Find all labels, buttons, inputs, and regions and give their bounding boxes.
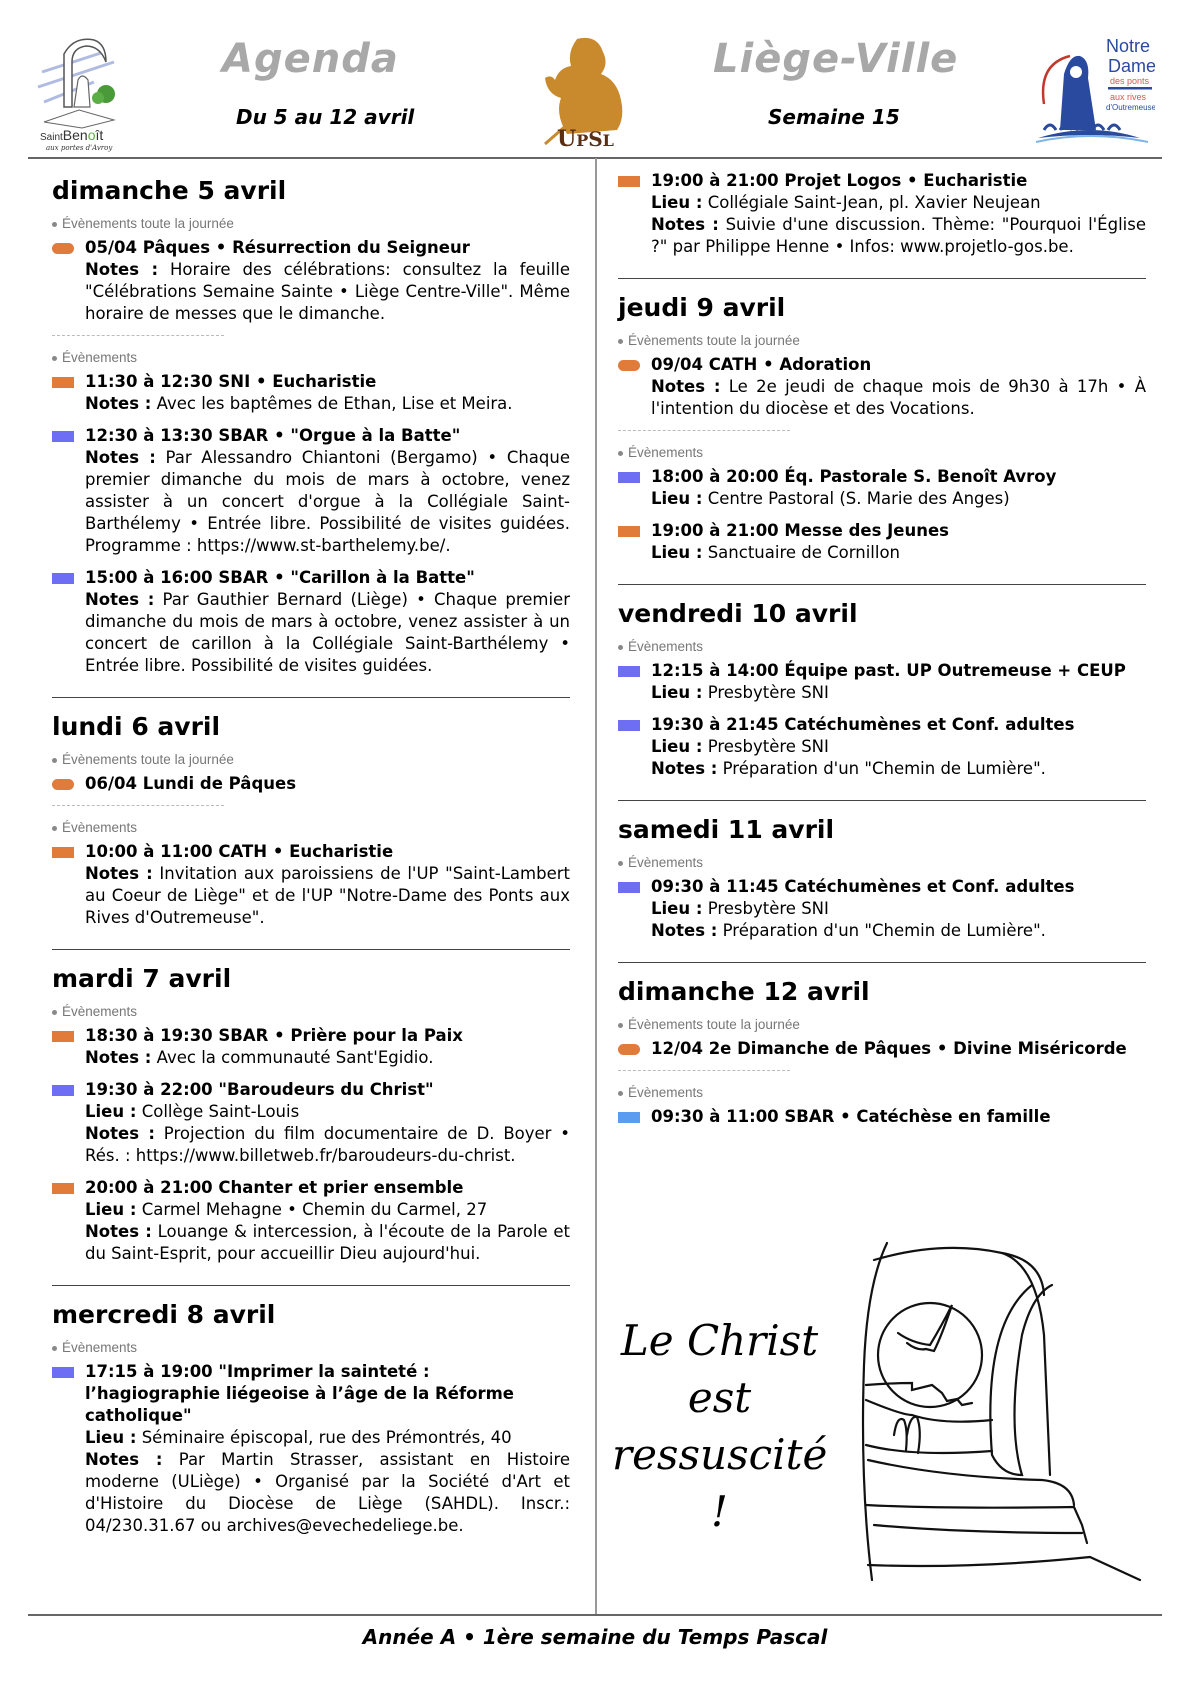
day-title: samedi 11 avril — [618, 815, 835, 844]
day-section-continued — [618, 170, 1146, 279]
event-item[interactable] — [52, 1177, 570, 1265]
events-label: Évènements — [52, 1004, 570, 1019]
event-item[interactable] — [618, 1106, 1146, 1128]
notre-dame-logo-graphic — [1030, 34, 1155, 149]
event-notes: Notes : Projection du film documentaire de D. Boyer • Rés. : https://www.billetweb.fr/baroudeurs-du-christ. — [85, 1124, 571, 1165]
city-wall — [866, 1383, 972, 1405]
day-section — [52, 712, 570, 950]
event-location: Lieu : Collégiale Saint-Jean, pl. Xavier Neujean — [651, 193, 1041, 212]
event-title: 15:00 à 16:00 SBAR • "Carillon à la Batte" — [85, 568, 475, 587]
event-item[interactable] — [52, 1361, 570, 1537]
event-title: 12:30 à 13:30 SBAR • "Orgue à la Batte" — [85, 426, 461, 445]
calendar-color-marker — [52, 1367, 74, 1378]
day-section — [618, 293, 1146, 585]
women-figures — [894, 1417, 920, 1453]
tomb-left-edge — [863, 1243, 887, 1580]
calendar-color-marker — [618, 720, 640, 731]
bullet-icon — [618, 451, 623, 456]
slogan-line: est — [687, 1373, 752, 1422]
event-item[interactable] — [618, 354, 1146, 420]
calendar-color-marker — [618, 666, 640, 677]
day-section — [52, 1300, 570, 1557]
events-label: Évènements — [52, 820, 570, 835]
title-liege-ville: Liège-Ville — [713, 36, 959, 82]
dove-icon — [898, 1305, 952, 1351]
event-title: 09/04 CATH • Adoration — [651, 355, 872, 374]
calendar-color-marker — [52, 847, 74, 858]
bullet-icon — [618, 1023, 623, 1028]
calendar-color-marker — [52, 431, 74, 442]
slogan-line: Le Christ — [620, 1316, 819, 1365]
day-section — [618, 977, 1146, 1148]
event-notes: Notes : Par Martin Strasser, assistant en Histoire moderne (ULiège) • Organisé par la Société d'Art et d'Histoire du Diocèse de Liège (SAHDL). Inscr.: 04/230.31.67 ou archives@evechedeliege.be. — [85, 1450, 571, 1535]
bullet-icon — [618, 1091, 623, 1096]
tomb-bench — [868, 1460, 1074, 1505]
sun-circle — [878, 1303, 982, 1407]
day-title: mardi 7 avril — [52, 964, 232, 993]
bullet-icon — [52, 1346, 57, 1351]
event-location: Lieu : Sanctuaire de Cornillon — [651, 543, 900, 562]
day-section — [52, 176, 570, 698]
events-label: Évènements — [52, 350, 570, 365]
notre-dame-logo — [1030, 34, 1155, 149]
bullet-icon — [618, 645, 623, 650]
all-day-label: Évènements toute la journée — [52, 752, 570, 767]
all-day-label: Évènements toute la journée — [618, 1017, 1146, 1032]
day-title: vendredi 10 avril — [618, 599, 858, 628]
event-item[interactable] — [618, 660, 1146, 704]
title-agenda: Agenda — [222, 36, 399, 82]
all-day-label: Évènements toute la journée — [52, 216, 570, 231]
event-notes: Notes : Par Gauthier Bernard (Liège) • Chaque premier dimanche du mois de mars à octobre, venez assister à un concert de carillon à la Collégiale Saint-Barthélemy • Entrée libre. Possibilité de visites guidées. — [85, 590, 570, 675]
event-item[interactable] — [618, 520, 1146, 564]
event-notes: Notes : Le 2e jeudi de chaque mois de 9h30 à 17h • À l'intention du diocèse et des Vocations. — [651, 377, 1146, 418]
event-title: 06/04 Lundi de Pâques — [85, 774, 297, 793]
calendar-color-marker — [618, 1112, 640, 1123]
calendar-color-marker — [618, 360, 640, 371]
event-item[interactable] — [52, 371, 570, 415]
event-notes: Notes : Avec les baptêmes de Ethan, Lise et Meira. — [85, 394, 513, 413]
event-item[interactable] — [52, 773, 570, 795]
event-title: 11:30 à 12:30 SNI • Eucharistie — [85, 372, 377, 391]
event-item[interactable] — [52, 237, 570, 325]
saint-benoit-logo — [34, 32, 129, 152]
calendar-color-marker — [618, 882, 640, 893]
saint-benoit-logo-graphic — [34, 32, 129, 152]
tomb-arch — [874, 1248, 1050, 1475]
upsl-logo-graphic — [537, 34, 647, 152]
date-range: Du 5 au 12 avril — [236, 105, 415, 129]
calendar-color-marker — [52, 779, 74, 790]
event-location: Lieu : Presbytère SNI — [651, 899, 829, 918]
svg-text:des ponts: des ponts — [1110, 76, 1150, 86]
left-column — [52, 170, 570, 1571]
event-title: 19:30 à 22:00 "Baroudeurs du Christ" — [85, 1080, 434, 1099]
dashed-divider — [618, 1070, 790, 1071]
events-label: Évènements — [618, 1085, 1146, 1100]
event-title: 19:00 à 21:00 Messe des Jeunes — [651, 521, 949, 540]
tomb-floor — [868, 1557, 1140, 1580]
event-notes: Notes : Suivie d'une discussion. Thème: "Pourquoi l'Église ?" par Philippe Henne • Infos: www.projetlo-gos.be. — [651, 215, 1146, 256]
event-item[interactable] — [52, 425, 570, 557]
dashed-divider — [52, 805, 224, 806]
event-title: 18:30 à 19:30 SBAR • Prière pour la Paix — [85, 1026, 463, 1045]
event-title: 12:15 à 14:00 Équipe past. UP Outremeuse + CEUP — [651, 661, 1126, 680]
day-section — [618, 599, 1146, 801]
event-location: Lieu : Collège Saint-Louis — [85, 1102, 300, 1121]
calendar-color-marker — [618, 526, 640, 537]
event-item[interactable] — [52, 841, 570, 929]
calendar-color-marker — [52, 377, 74, 388]
events-label: Évènements — [52, 1340, 570, 1355]
event-item[interactable] — [618, 170, 1146, 258]
event-title: 05/04 Pâques • Résurrection du Seigneur — [85, 238, 470, 257]
stone-wheel — [990, 1285, 1052, 1475]
events-label: Évènements — [618, 639, 1146, 654]
calendar-color-marker — [52, 1085, 74, 1096]
saint-benoit-logo-text: SaintBenoît — [40, 127, 104, 143]
event-title: 19:00 à 21:00 Projet Logos • Eucharistie — [651, 171, 1028, 190]
bullet-icon — [618, 339, 623, 344]
event-location: Lieu : Carmel Mehagne • Chemin du Carmel, 27 — [85, 1200, 488, 1219]
event-item[interactable] — [618, 714, 1146, 780]
event-title: 10:00 à 11:00 CATH • Eucharistie — [85, 842, 394, 861]
event-item[interactable] — [52, 1025, 570, 1069]
event-notes: Notes : Louange & intercession, à l'écoute de la Parole et du Saint-Esprit, pour accueillir Dieu aujourd'hui. — [85, 1222, 570, 1263]
right-column — [618, 170, 1146, 1162]
bullet-icon — [52, 826, 57, 831]
day-title: dimanche 5 avril — [52, 176, 287, 205]
event-title: 09:30 à 11:45 Catéchumènes et Conf. adultes — [651, 877, 1075, 896]
day-title: mercredi 8 avril — [52, 1300, 276, 1329]
event-item[interactable] — [618, 466, 1146, 510]
event-title: 19:30 à 21:45 Catéchumènes et Conf. adultes — [651, 715, 1075, 734]
bullet-icon — [52, 758, 57, 763]
dashed-divider — [618, 430, 790, 431]
calendar-color-marker — [618, 472, 640, 483]
liturgical-footer: Année A • 1ère semaine du Temps Pascal — [362, 1625, 828, 1649]
day-section — [52, 964, 570, 1286]
day-title: lundi 6 avril — [52, 712, 221, 741]
event-item[interactable] — [52, 1079, 570, 1167]
event-title: 20:00 à 21:00 Chanter et prier ensemble — [85, 1178, 464, 1197]
event-title: 17:15 à 19:00 "Imprimer la sainteté : l’hagiographie liégeoise à l’âge de la Réforme catholique" — [85, 1362, 514, 1425]
day-title: jeudi 9 avril — [618, 293, 786, 322]
calendar-color-marker — [52, 1183, 74, 1194]
svg-text:UPSL: UPSL — [557, 126, 614, 152]
svg-text:d'Outremeuse: d'Outremeuse — [1106, 103, 1155, 112]
bullet-icon — [52, 356, 57, 361]
svg-text:Dame: Dame — [1108, 56, 1155, 76]
event-item[interactable] — [52, 567, 570, 677]
event-notes: Notes : Préparation d'un "Chemin de Lumière". — [651, 921, 1046, 940]
event-title: 18:00 à 20:00 Éq. Pastorale S. Benoît Avroy — [651, 467, 1057, 486]
dashed-divider — [52, 335, 224, 336]
calendar-color-marker — [52, 573, 74, 584]
event-notes: Notes : Horaire des célébrations: consultez la feuille "Célébrations Semaine Sainte • Liège Centre-Ville". Même horaire de messes que le dimanche. — [85, 260, 570, 323]
day-section — [618, 815, 1146, 963]
event-location: Lieu : Séminaire épiscopal, rue des Prémontrés, 40 — [85, 1428, 512, 1447]
event-notes: Notes : Invitation aux paroissiens de l'UP "Saint-Lambert au Coeur de Liège" et de l'UP "Notre-Dame des Ponts aux Rives d'Outremeuse". — [85, 864, 570, 927]
page-header — [0, 0, 1190, 160]
day-title: dimanche 12 avril — [618, 977, 870, 1006]
bullet-icon — [52, 1010, 57, 1015]
empty-tomb-illustration — [612, 1225, 1157, 1585]
calendar-color-marker — [618, 176, 640, 187]
svg-text:aux rives: aux rives — [1110, 92, 1147, 102]
calendar-color-marker — [52, 1031, 74, 1042]
calendar-color-marker — [52, 243, 74, 254]
bullet-icon — [618, 861, 623, 866]
event-location: Lieu : Presbytère SNI — [651, 683, 829, 702]
events-label: Évènements — [618, 445, 1146, 460]
calendar-color-marker — [618, 1044, 640, 1055]
column-divider — [595, 158, 597, 1614]
footer-divider — [28, 1614, 1162, 1616]
bullet-icon — [52, 222, 57, 227]
svg-text:aux portes d'Avroy: aux portes d'Avroy — [46, 144, 113, 152]
event-title: 12/04 2e Dimanche de Pâques • Divine Miséricorde — [651, 1039, 1127, 1058]
event-item[interactable] — [618, 876, 1146, 942]
event-item[interactable] — [618, 1038, 1146, 1060]
all-day-label: Évènements toute la journée — [618, 333, 1146, 348]
event-notes: Notes : Par Alessandro Chiantoni (Bergamo) • Chaque premier dimanche du mois de mars à octobre, venez assister à un concert d'orgue à la Collégiale Saint-Barthélemy • Entrée libre. Possibilité de visites guidées. Programme : https://www.st-barthelemy.be/. — [85, 448, 571, 555]
event-location: Lieu : Centre Pastoral (S. Marie des Anges) — [651, 489, 1010, 508]
week-number: Semaine 15 — [768, 105, 900, 129]
events-label: Évènements — [618, 855, 1146, 870]
event-notes: Notes : Préparation d'un "Chemin de Lumière". — [651, 759, 1046, 778]
slogan-line: ressuscité ! — [612, 1430, 828, 1536]
event-location: Lieu : Presbytère SNI — [651, 737, 829, 756]
svg-text:Notre: Notre — [1106, 36, 1151, 56]
event-title: 09:30 à 11:00 SBAR • Catéchèse en famille — [651, 1107, 1051, 1126]
event-notes: Notes : Avec la communauté Sant'Egidio. — [85, 1048, 434, 1067]
upsl-logo — [537, 34, 647, 152]
